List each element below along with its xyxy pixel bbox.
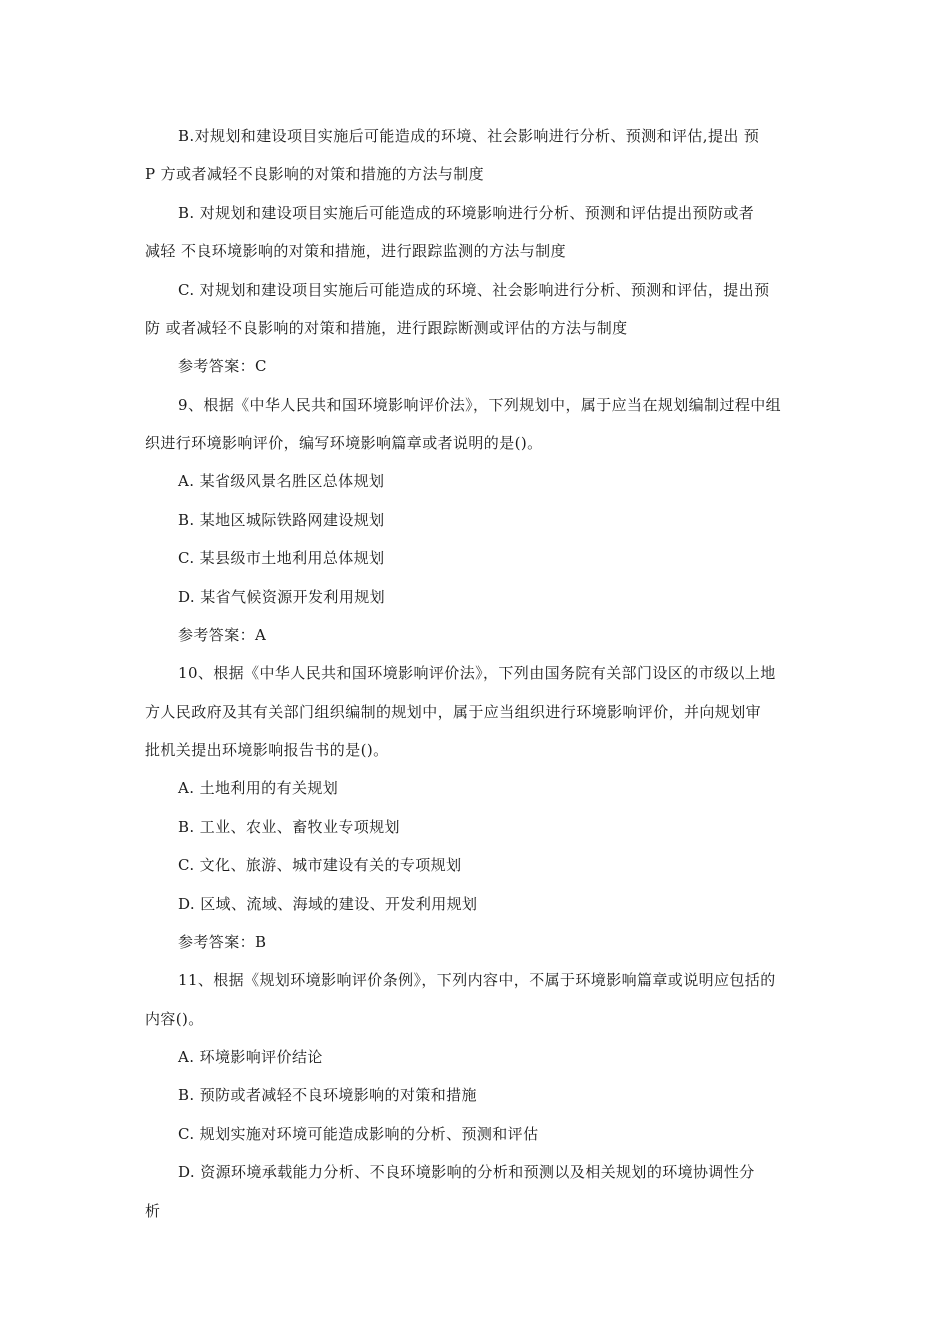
question-9-option-d: D. 某省气候资源开发利用规划 <box>178 588 386 606</box>
option-b-line-1: B.对规划和建设项目实施后可能造成的环境、社会影响进行分析、预测和评估,提出 预 <box>178 127 760 145</box>
question-10-line-1: 10、根据《中华人民共和国环境影响评价法》，下列由国务院有关部门设区的市级以上地 <box>178 664 776 682</box>
question-11-option-c: C. 规划实施对环境可能造成影响的分析、预测和评估 <box>178 1125 539 1143</box>
question-10-option-d: D. 区域、流域、海域的建设、开发利用规划 <box>178 895 478 913</box>
question-9-option-a: A. 某省级风景名胜区总体规划 <box>178 472 385 490</box>
question-11-option-b: B. 预防或者减轻不良环境影响的对策和措施 <box>178 1086 477 1104</box>
option-b-line-2: P 方或者减轻不良影响的对策和措施的方法与制度 <box>145 165 485 183</box>
answer-10: 参考答案：B <box>178 933 267 951</box>
question-9-line-1: 9、根据《中华人民共和国环境影响评价法》，下列规划中，属于应当在规划编制过程中组 <box>178 396 782 414</box>
question-10-line-3: 批机关提出环境影响报告书的是()。 <box>145 741 389 759</box>
question-11-option-d-line-1: D. 资源环境承载能力分析、不良环境影响的分析和预测以及相关规划的环境协调性分 <box>178 1163 755 1181</box>
answer-8: 参考答案：C <box>178 357 267 375</box>
question-9-option-c: C. 某县级市土地利用总体规划 <box>178 549 385 567</box>
question-11-line-2: 内容()。 <box>145 1010 204 1028</box>
question-9-option-b: B. 某地区城际铁路网建设规划 <box>178 511 385 529</box>
question-11-option-a: A. 环境影响评价结论 <box>178 1048 323 1066</box>
question-11-option-d-line-2: 析 <box>145 1202 161 1220</box>
option-c-line-1: C. 对规划和建设项目实施后可能造成的环境、社会影响进行分析、预测和评估，提出预 <box>178 281 770 299</box>
question-10-option-a: A. 土地利用的有关规划 <box>178 779 339 797</box>
question-9-line-2: 织进行环境影响评价，编写环境影响篇章或者说明的是()。 <box>145 434 543 452</box>
question-11-line-1: 11、根据《规划环境影响评价条例》，下列内容中，不属于环境影响篇章或说明应包括的 <box>178 971 776 989</box>
question-10-option-c: C. 文化、旅游、城市建设有关的专项规划 <box>178 856 462 874</box>
option-b2-line-1: B. 对规划和建设项目实施后可能造成的环境影响进行分析、预测和评估提出预防或者 <box>178 204 755 222</box>
option-c-line-2: 防 或者减轻不良影响的对策和措施，进行跟踪断测或评估的方法与制度 <box>145 319 628 337</box>
question-10-line-2: 方人民政府及其有关部门组织编制的规划中，属于应当组织进行环境影响评价，并向规划审 <box>145 703 762 721</box>
answer-9: 参考答案：A <box>178 626 267 644</box>
option-b2-line-2: 减轻 不良环境影响的对策和措施，进行跟踪监测的方法与制度 <box>145 242 566 260</box>
question-10-option-b: B. 工业、农业、畜牧业专项规划 <box>178 818 400 836</box>
